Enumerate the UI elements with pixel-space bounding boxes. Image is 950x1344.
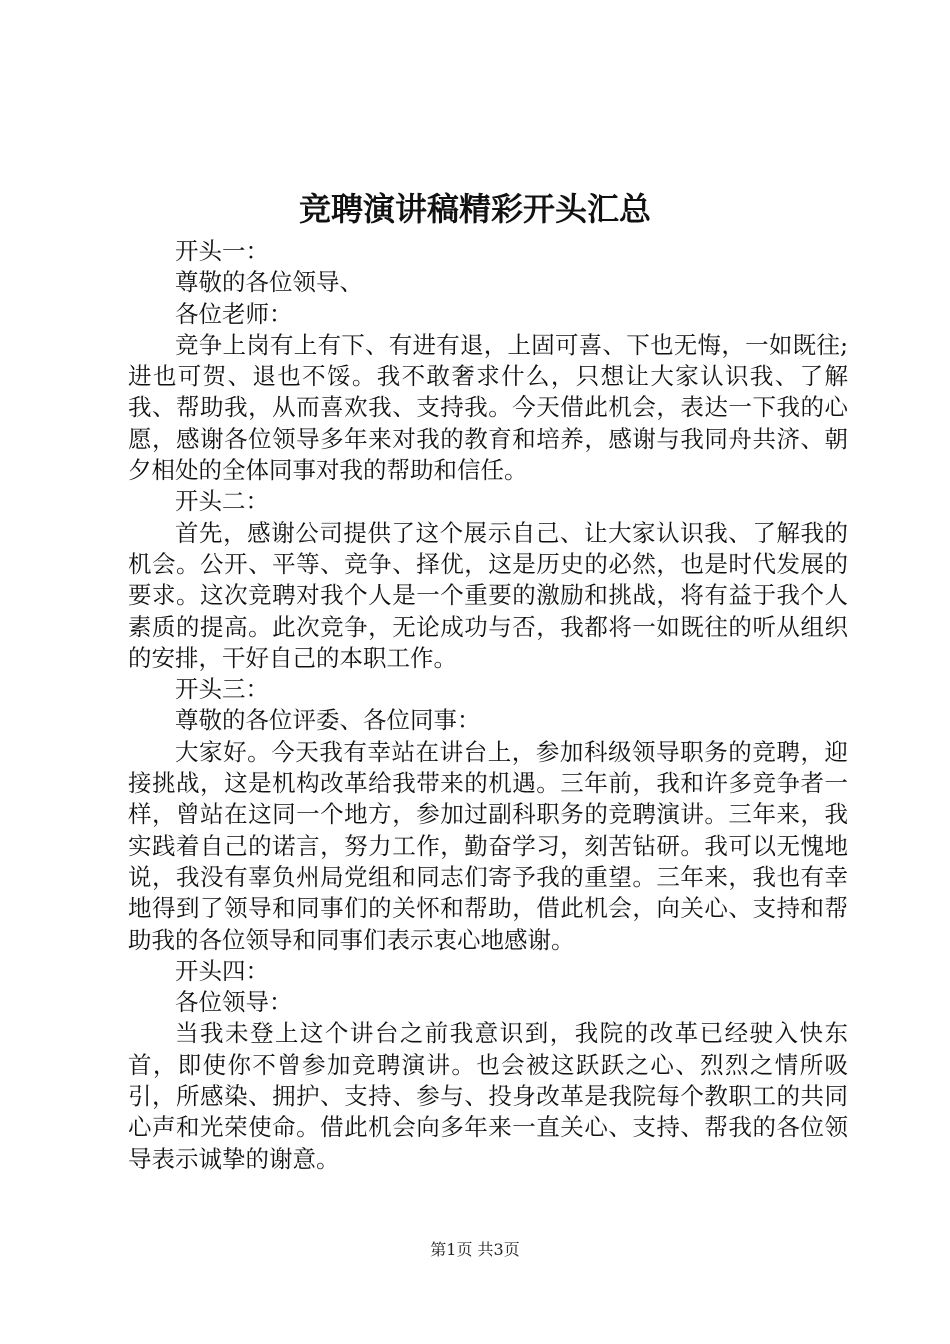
paragraph-salutation-4: 各位领导： xyxy=(175,988,293,1017)
paragraph-salutation-3: 尊敬的各位评委、各位同事： xyxy=(175,706,481,735)
paragraph-body-2: 首先，感谢公司提供了这个展示自己、让大家认识我、了解我的机会。公开、平等、竞争、择优，这是历史的必然，也是时代发展的要求。这次竞聘对我个人是一个重要的激励和挑战，将有益于我个人素质的提高。此次竞争，无论成功与否，我都将一如既往的听从组织的安排，干好自己的本职工作。 xyxy=(128,518,848,672)
paragraph-salutation-2: 各位老师： xyxy=(175,299,293,328)
paragraph-body-1: 竞争上岗有上有下、有进有退，上固可喜、下也无悔，一如既往;进也可贺、退也不馁。我不敢奢求什么，只想让大家认识我、了解我、帮助我，从而喜欢我、支持我。今天借此机会，表达一下我的心愿，感谢各位领导多年来对我的教育和培养，感谢与我同舟共济、朝夕相处的全体同事对我的帮助和信任。 xyxy=(128,330,848,485)
paragraph-body-4: 当我未登上这个讲台之前我意识到，我院的改革已经驶入快东首，即使你不曾参加竞聘演讲。也会被这跃跃之心、烈烈之情所吸引，所感染、拥护、支持、参与、投身改革是我院每个教职工的共同心声和光荣使命。借此机会向多年来一直关心、支持、帮我的各位领导表示诚挚的谢意。 xyxy=(128,1019,848,1173)
paragraph-heading-4: 开头四： xyxy=(175,956,269,985)
paragraph-salutation-1: 尊敬的各位领导、 xyxy=(175,268,363,297)
paragraph-heading-1: 开头一： xyxy=(175,237,269,265)
paragraph-body-3: 大家好。今天我有幸站在讲台上，参加科级领导职务的竞聘，迎接挑战，这是机构改革给我带来的机遇。三年前，我和许多竞争者一样，曾站在这同一个地方，参加过副科职务的竞聘演讲。三年来，我实践着自己的诺言，努力工作，勤奋学习，刻苦钻研。我可以无愧地说，我没有辜负州局党组和同志们寄予我的重望。三年来，我也有幸地得到了领导和同事们的关怀和帮助，借此机会，向关心、支持和帮助我的各位领导和同事们表示衷心地感谢。 xyxy=(128,737,848,954)
paragraph-heading-3: 开头三： xyxy=(175,675,269,704)
page-footer: 第1页 共3页 xyxy=(430,1240,520,1259)
document-body xyxy=(128,236,848,1175)
paragraph-heading-2: 开头二： xyxy=(175,487,269,516)
document-title: 竞聘演讲稿精彩开头汇总 xyxy=(298,190,651,228)
